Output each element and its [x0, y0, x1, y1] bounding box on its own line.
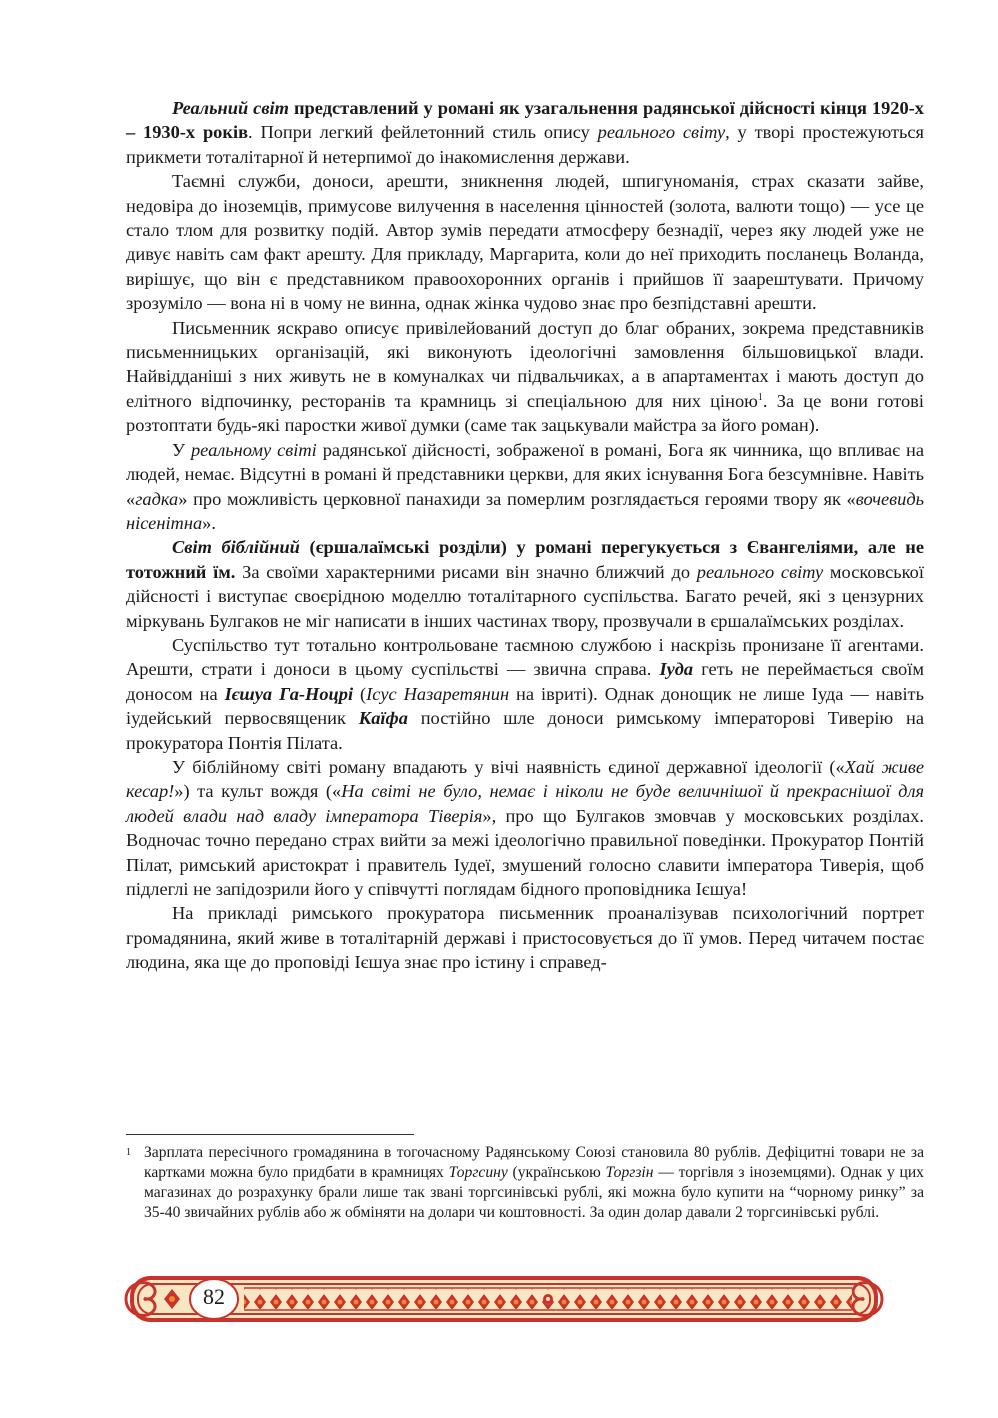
thesis-biblical-world: (єршалаїмські розділи) у романі перегукується з Євангеліями, але не тотожний їм.: [126, 537, 925, 582]
text-span: У біблійному світі роману впадають у вічі наявність єдиної державної ідеології («: [172, 756, 845, 777]
text-italic: реального світу: [597, 122, 726, 143]
text-span: ») та культ вождя («: [174, 781, 342, 802]
text-span: московської дійсності і виступає своєрідною моделлю тоталітарного суспільства. Багато речей, які з цензурних міркувань Булгаков не міг написати в інших частинах твору, прозвучали в єршалаїмських розділах.: [126, 561, 924, 631]
text-span: постійно шле доноси римському імператорові Тиверію на прокуратора Понтія Пілата.: [126, 708, 924, 753]
text-span: За своїми характерними рисами він значно ближчий до: [235, 561, 697, 582]
footnote-divider: [126, 1134, 414, 1135]
footnote-mark: 1: [126, 1147, 131, 1158]
paragraph-privileges: [126, 316, 924, 438]
text-italic: Ісус Назаретянин: [366, 683, 510, 704]
paragraph-real-world: [126, 96, 924, 169]
footnote-ref: 1: [757, 391, 763, 403]
text-span: . За це вони готові розтоптати будь-які паростки живої думки (саме так зацькували майстра за його роман).: [126, 390, 924, 436]
quote-italic: На світі не було, немає і ніколи не буде величнішої й прекраснішої для людей влади над владу імператора Тіверія: [126, 781, 925, 826]
footnote-text: [144, 1143, 924, 1223]
text-span: — торгівля з іноземцями). Однак у цих магазинах до розрахунку брали лише так звані торгсинівські рублі, які можна було купити на “чорному ринку” за 35-40 звичайних рублів або ж обміняти на долари чи коштовності. За один долар давали 2 торгсинівські рублі.: [144, 1164, 924, 1221]
text-span: , у творі простежуються прикмети тоталітарної й нетерпимої до інакомислення держави.: [126, 122, 924, 167]
text-italic: вочевидь нісенітна: [126, 488, 924, 533]
text-span: ».: [202, 512, 216, 533]
text-span: » про можливість церковної панахиди за померлим розглядається героями твору як «: [178, 488, 856, 509]
main-text: [126, 96, 924, 975]
text-span: . Попри легкий фейлетонний стиль опису: [248, 122, 598, 143]
text-italic: реального світу: [696, 561, 824, 582]
paragraph-society: [126, 633, 924, 755]
term-real-world: Реальний світ: [172, 98, 289, 118]
thesis-real-world: представлений у романі як узагальнення радянської дійсності кінця 1920-х – 1930-х років: [126, 98, 924, 143]
text-span: У: [172, 439, 191, 460]
text-italic: гадка: [135, 488, 179, 509]
quote-italic: Хай живе кесар!: [126, 756, 925, 802]
name-kaiafa: Каїфа: [358, 708, 408, 729]
text-italic: реальному світі: [190, 439, 317, 460]
text-span: радянської дійсності, зображеної в романі, Бога як чинника, що впливає на людей, немає. Відсутні в романі й представники церкви, для яких існування Бога безсумнівне. Навіть «: [126, 439, 924, 509]
paragraph-secret-services: Таємні служби, доноси, арешти, зникнення людей, шпигуноманія, страх сказати зайве, недовіра до іноземців, примусове вилучення в населення цінностей (золота, валюти тощо) — усе це стало тлом для розвитку подій. Автор зумів передати атмосферу безнадії, через яку людей уже не дивує навіть сам факт арешту. Для прикладу, Маргарита, коли до неї приходить посланець Воланда, вирішує, що він є представником правоохоронних органів і прийшов її заарештувати. Причому зрозуміло — вона ні в чому не винна, однак жінка чудово знає про безпідставні арешти.: [126, 171, 924, 314]
paragraph-biblical-world: [126, 535, 924, 633]
paragraph-god: [126, 438, 924, 536]
text-span: Суспільство тут тотально контрольоване таємною службою і наскрізь пронизане її агентами. Арешти, страти і доноси в цьому суспільстві — звична справа.: [126, 634, 924, 680]
folk-ornament-border-icon: [124, 1272, 884, 1326]
text-italic: Торгзін: [605, 1164, 654, 1181]
paragraph-ideology: [126, 755, 924, 901]
text-span: (українською: [507, 1164, 606, 1181]
name-iuda: Іуда: [659, 659, 694, 680]
term-biblical-world: Світ біблійний: [172, 537, 300, 558]
page-number: 82: [203, 1284, 225, 1309]
text-span: геть не переймається своїм доносом на: [126, 659, 924, 704]
text-span: », про що Булгаков змовчав у московських розділах. Водночас точно передано страх вийти за межі ідеологічно правильної поведінки. Прокуратор Понтій Пілат, римський аристократ і правитель Іудеї, змушений голосно славити імператора Тиверія, щоб підлеглі не запідозрили його у співчутті поглядам бідного проповідника Ієшуа!: [126, 805, 924, 899]
name-yeshua: Ієшуа Га-Ноцрі: [224, 683, 354, 704]
paragraph-procurator: На прикладі римського прокуратора письменник проаналізував психологічний портрет громадянина, який живе в тоталітарній державі і пристосовується до її умов. Перед читачем постає людина, яка ще до проповіді Ієшуа знає про істину і справед-: [126, 903, 924, 973]
text-span: (: [353, 683, 367, 704]
footnote: [126, 1143, 924, 1223]
text-span: Письменник яскраво описує привілейований доступ до благ обраних, зокрема представників письменницьких організацій, які виконують ідеологічні замовлення більшовицької влади. Найвідданіші з них живуть не в комуналках чи підвальчиках, а в апартаментах і мають доступ до елітного відпочинку, ресторанів та крамниць зі спеціальною для них ціною: [126, 317, 924, 411]
text-span: на івриті). Однак донощик не лише Іуда — навіть іудейський первосвященик: [126, 683, 924, 729]
text-italic: Торгсину: [448, 1164, 508, 1181]
text-span: Зарплата пересічного громадянина в тогочасному Радянському Союзі становила 80 рублів. Дефіцитні товари не за картками можна було придбати в крамницях: [144, 1144, 924, 1181]
